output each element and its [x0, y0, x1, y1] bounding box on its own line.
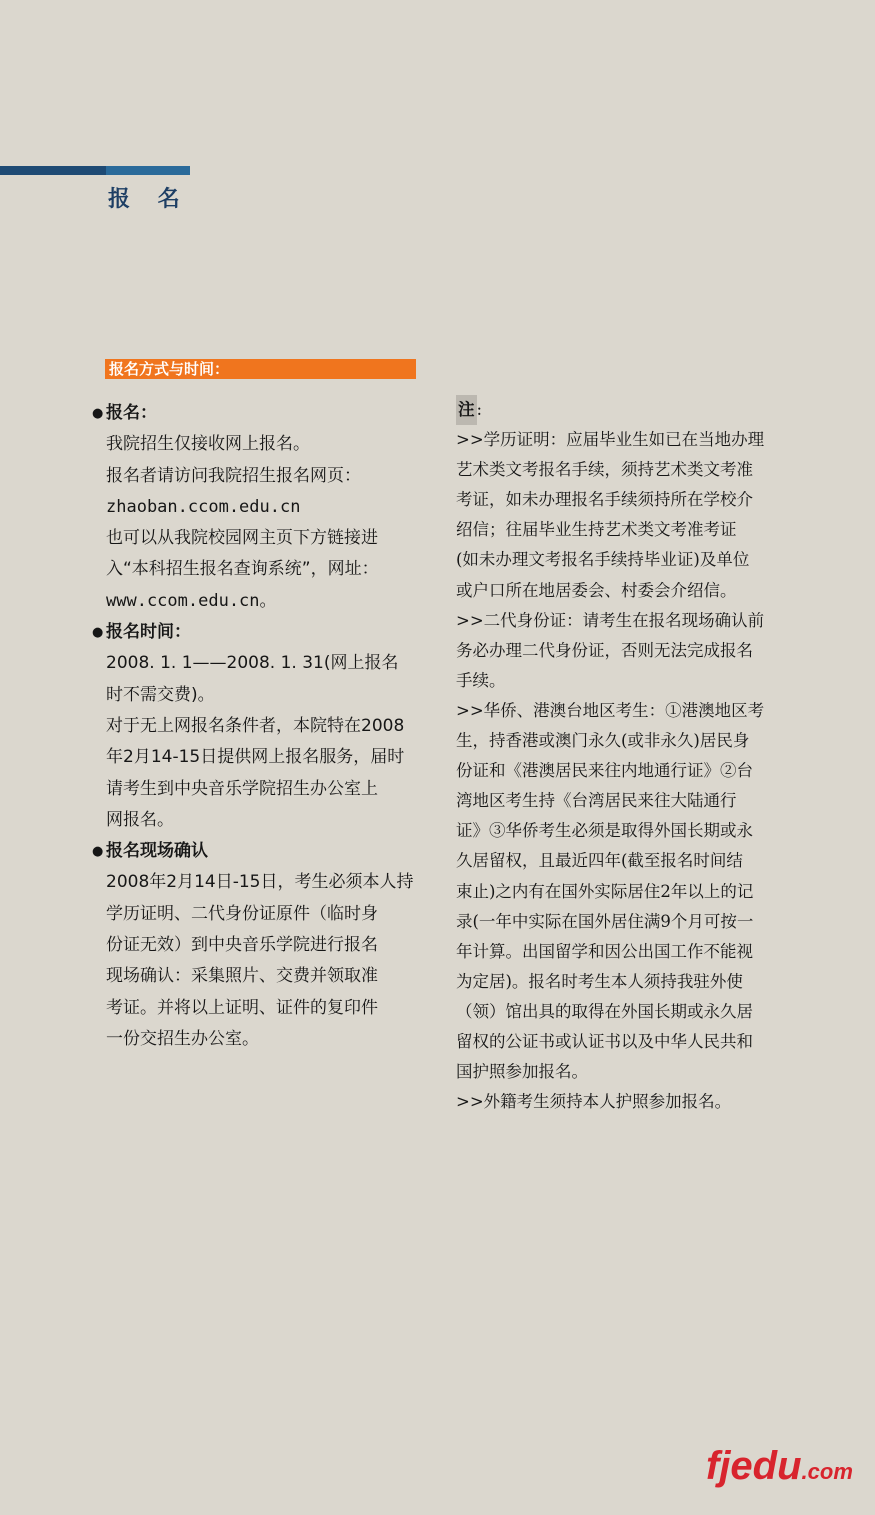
- note-line: 国护照参加报名。: [456, 1062, 588, 1082]
- paragraph-line: 网报名。: [106, 809, 174, 830]
- watermark-main: fjedu: [706, 1444, 802, 1488]
- registration-url[interactable]: zhaoban.ccom.edu.cn: [106, 496, 301, 517]
- note-line: 证》③华侨考生必须是取得外国长期或永: [456, 821, 753, 841]
- paragraph-line: 现场确认：采集照片、交费并领取准: [106, 966, 378, 987]
- bullet-icon: ●: [92, 406, 104, 421]
- note-line: 或户口所在地居委会、村委会介绍信。: [456, 580, 737, 600]
- note-label: 注: [456, 395, 477, 425]
- paragraph-line: 入“本科招生报名查询系统”，网址：: [106, 559, 379, 580]
- paragraph-line: 考证。并将以上证明、证件的复印件: [106, 997, 378, 1018]
- note-line: 湾地区考生持《台湾居民来往大陆通行: [456, 791, 737, 811]
- paragraph-line: 年2月14-15日提供网上报名服务，届时: [106, 747, 405, 768]
- paragraph-line: 2008. 1. 1——2008. 1. 31(网上报名: [106, 653, 399, 674]
- note-line: >>华侨、港澳台地区考生：①港澳地区考: [456, 700, 765, 720]
- left-column: [92, 398, 422, 1055]
- section-heading-bar: [105, 359, 416, 379]
- paragraph-line: 学历证明、二代身份证原件（临时身: [106, 903, 378, 924]
- bullet-icon: ●: [92, 625, 104, 641]
- note-line: 手续。: [456, 670, 506, 690]
- campus-url[interactable]: www.ccom.edu.cn。: [106, 590, 277, 611]
- note-line: 务必办理二代身份证，否则无法完成报名: [456, 640, 753, 660]
- note-line: 久居留权，且最近四年(截至报名时间结: [456, 851, 743, 871]
- page-title: 报 名: [108, 187, 190, 212]
- note-line: 艺术类文考报名手续，须持艺术类文考准: [456, 460, 753, 480]
- paragraph-line: 份证无效）到中央音乐学院进行报名: [106, 935, 378, 956]
- note-line: 束止)之内有在国外实际居住2年以上的记: [456, 881, 754, 901]
- paragraph-line: 也可以从我院校园网主页下方链接进: [106, 528, 378, 549]
- time-heading: ● 报名时间：: [92, 617, 422, 648]
- paragraph-line: 我院招生仅接收网上报名。: [106, 434, 310, 455]
- paragraph-line: 请考生到中央音乐学院招生办公室上: [106, 778, 378, 799]
- paragraph-line: 2008年2月14日-15日，考生必须本人持: [106, 872, 414, 893]
- note-line: （领）馆出具的取得在外国长期或永久居: [456, 1001, 753, 1021]
- note-line: 为定居)。报名时考生本人须持我驻外使: [456, 971, 743, 991]
- note-line: 份证和《港澳居民来往内地通行证》②台: [456, 761, 753, 781]
- note-line: 绍信；往届毕业生持艺术类文考准考证: [456, 520, 737, 540]
- note-line: (如未办理文考报名手续持毕业证)及单位: [456, 550, 750, 570]
- note-line: >>外籍考生须持本人护照参加报名。: [456, 1092, 732, 1112]
- note-line: 录(一年中实际在国外居住满9个月可按一: [456, 911, 754, 931]
- registration-heading: ● 报名：: [92, 398, 422, 429]
- watermark-suffix: .com: [801, 1459, 853, 1484]
- paragraph-line: 报名者请访问我院招生报名网页：: [106, 465, 361, 486]
- paragraph-line: 时不需交费)。: [106, 684, 215, 705]
- bullet-icon: ●: [92, 844, 104, 860]
- notes-column: [456, 395, 796, 1117]
- section-heading: 报名方式与时间：: [109, 360, 230, 378]
- note-line: 考证，如未办理报名手续须持所在学校介: [456, 490, 753, 510]
- note-line: >>学历证明：应届毕业生如已在当地办理: [456, 430, 765, 450]
- note-line: 年计算。出国留学和因公出国工作不能视: [456, 941, 753, 961]
- note-line: >>二代身份证：请考生在报名现场确认前: [456, 610, 765, 630]
- note-line: 留权的公证书或认证书以及中华人民共和: [456, 1031, 753, 1051]
- confirm-heading: ● 报名现场确认: [92, 836, 422, 867]
- note-heading: [456, 395, 796, 425]
- header-bar-accent: [106, 166, 190, 175]
- watermark-logo: [706, 1444, 853, 1489]
- note-colon: :: [476, 400, 483, 419]
- paragraph-line: 一份交招生办公室。: [106, 1028, 259, 1049]
- paragraph-line: 对于无上网报名条件者，本院特在2008: [106, 715, 405, 736]
- note-line: 生，持香港或澳门永久(或非永久)居民身: [456, 731, 750, 751]
